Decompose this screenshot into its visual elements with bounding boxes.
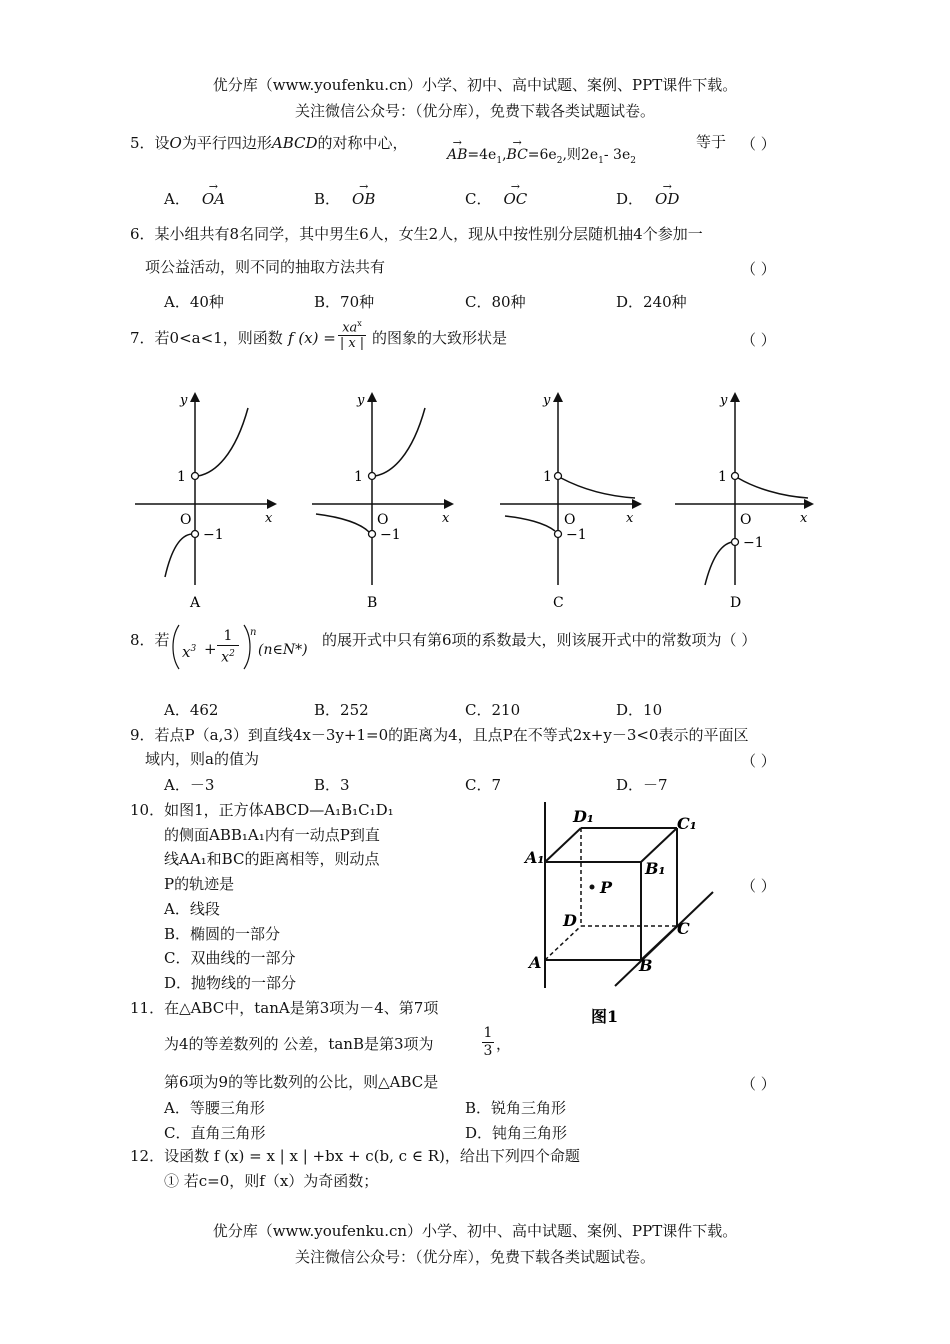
q8-option-a: A．462	[164, 701, 219, 719]
q9-option-b: B．3	[314, 776, 350, 794]
graph-d-label: D	[730, 595, 742, 611]
figure-caption: 图1	[591, 1007, 619, 1026]
q10-option-d: D．抛物线的一部分	[164, 974, 297, 992]
cube-edge-b1c1	[641, 828, 677, 862]
q11-stem-line-1: 11．在△ABC中，tanA是第3项为－4、第7项	[130, 999, 439, 1017]
cube-edge-ad-hidden	[545, 926, 581, 960]
q8-option-b: B．252	[314, 701, 369, 719]
graph-a-open-point-top	[192, 473, 199, 480]
cube-edge-a1d1	[545, 828, 581, 862]
q8-stem-b: 的展开式中只有第6项的系数最大，则该展开式中的常数项为（ ）	[322, 631, 757, 649]
graph-b-x-label: x	[442, 511, 450, 526]
q7-function: f (x) =	[288, 329, 336, 347]
q11-option-c: C．直角三角形	[164, 1124, 266, 1142]
graph-a-curve-right	[198, 408, 248, 476]
q5-tail: 等于	[696, 133, 727, 151]
q11-fraction: 1 3	[483, 1025, 493, 1059]
graph-a-x-label: x	[265, 511, 273, 526]
q6-stem-line-2: 项公益活动，则不同的抽取方法共有	[145, 258, 386, 276]
label-b1: B₁	[645, 859, 666, 878]
q6-option-a: A．40种	[164, 293, 224, 311]
q8-condition: (n∈N*)	[258, 642, 308, 658]
graph-a-origin-label: O	[180, 512, 192, 528]
q8-plus: +	[204, 640, 217, 658]
label-c: C	[677, 919, 690, 938]
q11-comma: ，	[496, 1035, 512, 1053]
graph-b-neg-label: −1	[380, 527, 401, 543]
q8-option-c: C．210	[465, 701, 521, 719]
q10-stem-line-1: 10．如图1，正方体ABCD—A₁B₁C₁D₁	[130, 801, 394, 819]
q11-option-b: B．锐角三角形	[465, 1099, 567, 1117]
q5-option-b: B．→ OB	[314, 190, 375, 208]
label-a1: A₁	[525, 848, 545, 867]
q5-option-c: C．→ OC	[465, 190, 527, 208]
graph-c-curve-left	[505, 516, 555, 531]
q8-fraction: 1 $x^2$	[217, 628, 239, 667]
graph-d-neg-label: −1	[743, 535, 764, 551]
q10-stem-line-3: 线AA₁和BC的距离相等，则动点	[164, 850, 380, 868]
footer-line-2: 关注微信公众号：（优分库），免费下载各类试题试卷。	[294, 1248, 655, 1266]
graph-d-open-point-top	[732, 473, 739, 480]
label-c1: C₁	[677, 814, 697, 833]
q9-answer-paren: （ ）	[741, 752, 776, 770]
q7-stem-a: 7．若0<a<1，则函数	[130, 329, 283, 347]
q10-cube-figure	[515, 800, 725, 1035]
q9-stem-line-2: 域内，则a的值为	[145, 750, 259, 768]
graph-b-curve-left	[316, 514, 369, 532]
graph-b-y-label: y	[357, 393, 365, 408]
point-p	[590, 885, 595, 890]
graph-d-curve-left	[705, 542, 732, 585]
q10-stem-line-4: P的轨迹是	[164, 875, 235, 893]
q8-x-cubed: $x^3$	[182, 643, 197, 661]
graph-d-open-point-bottom	[732, 539, 739, 546]
q11-answer-paren: （ ）	[741, 1075, 776, 1093]
graph-d-y-label: y	[720, 393, 728, 408]
graph-d-origin-label: O	[740, 512, 752, 528]
header-line-1: 优分库（www.youfenku.cn）小学、初中、高中试题、案例、PPT课件下载。	[212, 76, 738, 94]
q10-stem-line-2: 的侧面ABB₁A₁内有一动点P到直	[164, 826, 380, 844]
q7-answer-paren: （ ）	[741, 331, 776, 349]
footer-line-1: 优分库（www.youfenku.cn）小学、初中、高中试题、案例、PPT课件下载。	[212, 1222, 738, 1240]
graph-b-label: B	[367, 595, 378, 611]
graph-c-x-label: x	[626, 511, 634, 526]
q8-stem-a: 8．若	[130, 631, 170, 649]
q10-option-b: B．椭圆的一部分	[164, 925, 281, 943]
graph-c-open-point-top	[555, 473, 562, 480]
graph-d-x-label: x	[800, 511, 808, 526]
q7-stem-b: 的图象的大致形状是	[372, 329, 508, 347]
q9-option-c: C．7	[465, 776, 502, 794]
line-bc-extended	[615, 892, 713, 986]
q12-stem-line-2: ① 若c=0，则f（x）为奇函数；	[164, 1172, 379, 1190]
header-line-2: 关注微信公众号：（优分库），免费下载各类试题试卷。	[294, 102, 655, 120]
q9-option-a: A．－3	[164, 776, 215, 794]
q6-option-b: B．70种	[314, 293, 375, 311]
q5-option-a: A．→ OA	[164, 190, 225, 208]
q12-stem-line-1: 12．设函数 f (x) = x | x | +bx + c(b, c ∈ R)，给出下列四个命题	[130, 1147, 580, 1165]
q7-graphs	[0, 380, 950, 615]
graph-c-open-point-bottom	[555, 531, 562, 538]
q8-exponent-n: n	[250, 627, 257, 638]
graph-c-label: C	[553, 595, 564, 611]
q6-stem-line-1: 6．某小组共有8名同学，其中男生6人，女生2人，现从中按性别分层随机抽4个参加一	[130, 225, 703, 243]
q5-stem: 5．设O为平行四边形ABCD的对称中心，	[130, 134, 408, 152]
graph-c-y-label: y	[543, 393, 551, 408]
q11-stem-line-2: 为4的等差数列的 公差，tanB是第3项为	[164, 1035, 434, 1053]
graph-b	[312, 393, 452, 611]
graph-a	[135, 393, 275, 611]
graph-b-open-point-top	[369, 473, 376, 480]
graph-c	[500, 393, 640, 611]
label-d1: D₁	[573, 807, 594, 826]
label-d: D	[563, 911, 577, 930]
graph-d-curve-right	[738, 478, 808, 498]
q6-option-d: D．240种	[616, 293, 687, 311]
graph-a-one-label: 1	[177, 469, 186, 485]
label-p: P	[600, 878, 613, 897]
graph-a-curve-left	[165, 534, 192, 577]
q5-option-d: D．→ OD	[616, 190, 679, 208]
graph-a-open-point-bottom	[192, 531, 199, 538]
q6-option-c: C．80种	[465, 293, 526, 311]
graph-d	[675, 393, 812, 611]
q10-option-c: C．双曲线的一部分	[164, 949, 296, 967]
graph-a-y-label: y	[180, 393, 188, 408]
q11-stem-line-3: 第6项为9的等比数列的公比，则△ABC是	[164, 1073, 439, 1091]
graph-b-origin-label: O	[377, 512, 389, 528]
graph-c-curve-right	[561, 478, 635, 498]
q11-option-d: D．钝角三角形	[465, 1124, 568, 1142]
q7-fraction: $xa^x$ | x |	[338, 316, 366, 351]
graph-c-neg-label: −1	[566, 527, 587, 543]
q6-answer-paren: （ ）	[741, 260, 776, 278]
graph-c-origin-label: O	[564, 512, 576, 528]
q9-option-d: D．－7	[616, 776, 668, 794]
graph-b-open-point-bottom	[369, 531, 376, 538]
graph-b-curve-right	[375, 408, 425, 476]
graph-d-one-label: 1	[718, 469, 727, 485]
q5-answer-paren: （ ）	[741, 135, 776, 153]
q10-option-a: A．线段	[164, 900, 220, 918]
graph-c-one-label: 1	[543, 469, 552, 485]
q8-option-d: D．10	[616, 701, 663, 719]
graph-a-neg-label: −1	[203, 527, 224, 543]
q10-answer-paren: （ ）	[741, 877, 776, 895]
label-b: B	[639, 956, 653, 975]
graph-b-one-label: 1	[354, 469, 363, 485]
graph-a-label: A	[190, 595, 201, 611]
q9-stem-line-1: 9．若点P（a,3）到直线4x－3y+1=0的距离为4，且点P在不等式2x+y－3<0表示的平面区	[130, 726, 749, 744]
label-a: A	[529, 953, 542, 972]
q11-option-a: A．等腰三角形	[164, 1099, 265, 1117]
q5-vector-expression: → $AB=4e_1,\to BC=6e_2$,则$2e_1-$ $3e_2$	[447, 146, 636, 170]
